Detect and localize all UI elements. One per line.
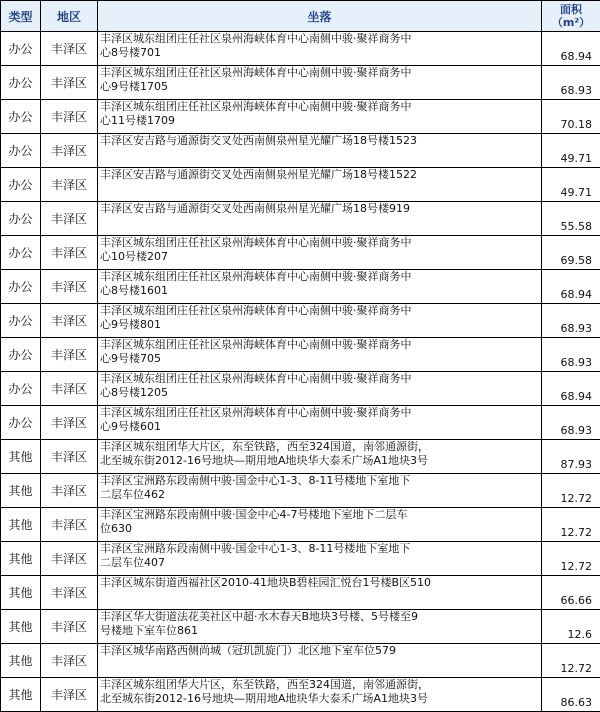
cell-area: 丰泽区 [41,644,98,678]
cell-area: 丰泽区 [41,270,98,304]
table-header [1,1,600,32]
cell-type: 办公 [1,270,41,304]
header-size [542,1,600,32]
location-line-2: 位630 [100,522,539,536]
cell-area: 丰泽区 [41,440,98,474]
table-row [1,678,600,712]
location-line-1: 丰泽区城东组团庄任社区泉州海峡体育中心南侧中骏·聚祥商务中 [100,100,539,114]
cell-type: 办公 [1,202,41,236]
location-line-2: 丰泽区安吉路与通源街交叉处西南侧泉州星光耀广场18号楼1523 [100,134,539,148]
cell-area: 丰泽区 [41,202,98,236]
cell-type: 办公 [1,100,41,134]
table-row [1,32,600,66]
header-type: 类型 [1,1,41,32]
cell-size: 68.93 [542,304,600,338]
cell-location [98,338,542,372]
cell-type: 其他 [1,474,41,508]
cell-area: 丰泽区 [41,304,98,338]
cell-type: 办公 [1,406,41,440]
table-row [1,542,600,576]
cell-location [98,270,542,304]
cell-location [98,372,542,406]
cell-area: 丰泽区 [41,474,98,508]
cell-size: 12.72 [542,542,600,576]
table-row [1,304,600,338]
header-area: 地区 [41,1,98,32]
location-line-2: 二层车位407 [100,556,539,570]
location-line-2: 心9号楼1705 [100,80,539,94]
location-line-1: 丰泽区城东组团庄任社区泉州海峡体育中心南侧中骏·聚祥商务中 [100,406,539,420]
cell-area: 丰泽区 [41,100,98,134]
location-line-1: 丰泽区城东组团庄任社区泉州海峡体育中心南侧中骏·聚祥商务中 [100,304,539,318]
cell-type: 其他 [1,542,41,576]
location-line-2: 丰泽区安吉路与通源街交叉处西南侧泉州星光耀广场18号楼1522 [100,168,539,182]
location-line-2: 号楼地下室车位861 [100,624,539,638]
location-line-1: 丰泽区宝洲路东段南侧中骏·国金中心1-3、8-11号楼地下室地下 [100,474,539,488]
cell-location [98,474,542,508]
location-line-1: 丰泽区城东组团华大片区，东至铁路，西至324国道，南邻通源街， [100,678,539,692]
table-row [1,168,600,202]
header-size-label: 面积 [560,3,582,16]
cell-location [98,610,542,644]
cell-area: 丰泽区 [41,678,98,712]
location-line-2: 丰泽区城东街道西福社区2010-41地块B碧桂园汇悦台1号楼B区510 [100,576,539,590]
table-body [1,32,600,712]
location-line-2: 北至城东街2012-16号地块—期用地A地块华大泰禾广场A1地块3号 [100,692,539,706]
table-row [1,474,600,508]
table-row [1,372,600,406]
cell-size: 12.72 [542,508,600,542]
table-row [1,406,600,440]
location-line-2: 心9号楼601 [100,420,539,434]
cell-type: 其他 [1,678,41,712]
table-row [1,576,600,610]
table-row [1,236,600,270]
cell-location [98,134,542,168]
cell-size: 69.58 [542,236,600,270]
cell-size: 86.63 [542,678,600,712]
location-line-1: 丰泽区城东组团庄任社区泉州海峡体育中心南侧中骏·聚祥商务中 [100,338,539,352]
cell-type: 办公 [1,32,41,66]
location-line-2: 丰泽区城华南路西侧尚城（冠玑凯旋门）北区地下室车位579 [100,644,539,658]
cell-area: 丰泽区 [41,372,98,406]
cell-size: 66.66 [542,576,600,610]
location-line-2: 心9号楼705 [100,352,539,366]
cell-type: 办公 [1,134,41,168]
cell-type: 办公 [1,236,41,270]
location-line-1: 丰泽区城东组团庄任社区泉州海峡体育中心南侧中骏·聚祥商务中 [100,66,539,80]
cell-area: 丰泽区 [41,236,98,270]
location-line-1: 丰泽区宝洲路东段南侧中骏·国金中心1-3、8-11号楼地下室地下 [100,542,539,556]
location-line-1: 丰泽区宝洲路东段南侧中骏·国金中心4-7号楼地下室地下二层车 [100,508,539,522]
cell-type: 其他 [1,508,41,542]
cell-location [98,202,542,236]
cell-location [98,66,542,100]
table-row [1,66,600,100]
cell-size: 68.93 [542,338,600,372]
cell-size: 12.72 [542,474,600,508]
cell-area: 丰泽区 [41,406,98,440]
location-line-2: 心9号楼801 [100,318,539,332]
cell-size: 49.71 [542,168,600,202]
header-location: 坐落 [98,1,542,32]
location-line-2: 心11号楼1709 [100,114,539,128]
cell-size: 12.6 [542,610,600,644]
cell-type: 办公 [1,372,41,406]
cell-size: 68.93 [542,406,600,440]
table-row [1,338,600,372]
cell-area: 丰泽区 [41,338,98,372]
table-row [1,508,600,542]
table-row [1,202,600,236]
cell-size: 68.94 [542,270,600,304]
cell-size: 55.58 [542,202,600,236]
cell-type: 办公 [1,66,41,100]
cell-location [98,406,542,440]
table-row [1,440,600,474]
cell-type: 其他 [1,644,41,678]
cell-type: 其他 [1,440,41,474]
cell-type: 办公 [1,168,41,202]
cell-location [98,542,542,576]
table-row [1,610,600,644]
cell-location [98,168,542,202]
cell-area: 丰泽区 [41,508,98,542]
cell-area: 丰泽区 [41,32,98,66]
header-size-unit: （m²） [552,16,590,29]
location-line-2: 北至城东街2012-16号地块—期用地A地块华大泰禾广场A1地块3号 [100,454,539,468]
table-row [1,270,600,304]
cell-size: 49.71 [542,134,600,168]
location-line-1: 丰泽区城东组团庄任社区泉州海峡体育中心南侧中骏·聚祥商务中 [100,32,539,46]
cell-area: 丰泽区 [41,610,98,644]
location-line-2: 心8号楼701 [100,46,539,60]
cell-area: 丰泽区 [41,542,98,576]
cell-area: 丰泽区 [41,66,98,100]
cell-size: 68.93 [542,66,600,100]
cell-type: 其他 [1,610,41,644]
cell-location [98,32,542,66]
location-line-1: 丰泽区城东组团华大片区，东至铁路，西至324国道，南邻通源街， [100,440,539,454]
cell-location [98,100,542,134]
cell-type: 其他 [1,576,41,610]
location-line-2: 心8号楼1601 [100,284,539,298]
cell-size: 68.94 [542,32,600,66]
location-line-2: 二层车位462 [100,488,539,502]
cell-location [98,678,542,712]
cell-location [98,440,542,474]
location-line-2: 心8号楼1205 [100,386,539,400]
location-line-2: 丰泽区安吉路与通源街交叉处西南侧泉州星光耀广场18号楼919 [100,202,539,216]
cell-type: 办公 [1,304,41,338]
location-line-1: 丰泽区城东组团庄任社区泉州海峡体育中心南侧中骏·聚祥商务中 [100,270,539,284]
cell-location [98,508,542,542]
cell-type: 办公 [1,338,41,372]
table-row [1,100,600,134]
location-line-1: 丰泽区城东组团庄任社区泉州海峡体育中心南侧中骏·聚祥商务中 [100,372,539,386]
cell-location [98,304,542,338]
table-row [1,644,600,678]
table-row [1,134,600,168]
cell-location [98,236,542,270]
location-line-1: 丰泽区华大街道法花美社区中超·水木春天B地块3号楼、5号楼至9 [100,610,539,624]
location-line-1: 丰泽区城东组团庄任社区泉州海峡体育中心南侧中骏·聚祥商务中 [100,236,539,250]
cell-size: 68.94 [542,372,600,406]
cell-area: 丰泽区 [41,168,98,202]
cell-area: 丰泽区 [41,576,98,610]
location-line-2: 心10号楼207 [100,250,539,264]
cell-location [98,576,542,610]
cell-size: 12.72 [542,644,600,678]
cell-size: 87.93 [542,440,600,474]
cell-area: 丰泽区 [41,134,98,168]
cell-location [98,644,542,678]
cell-size: 70.18 [542,100,600,134]
